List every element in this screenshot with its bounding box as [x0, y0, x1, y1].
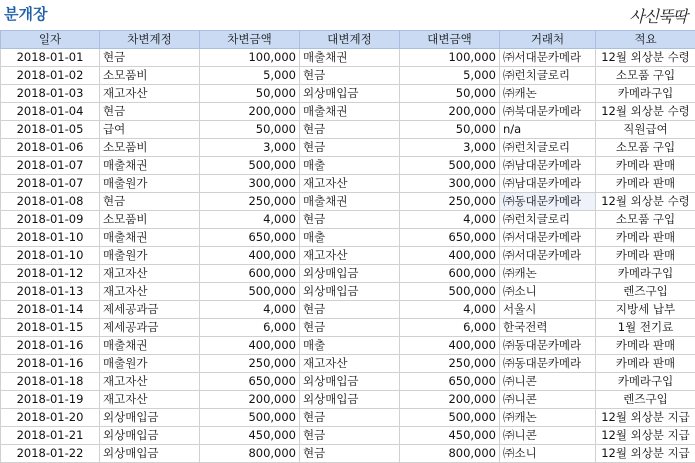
cell-debit-account[interactable]: 현금 — [100, 193, 200, 211]
cell-date[interactable]: 2018-01-03 — [1, 85, 100, 103]
cell-credit-amount[interactable]: 500,000 — [400, 157, 500, 175]
cell-vendor[interactable]: ㈜런치글로리 — [500, 67, 596, 85]
cell-memo[interactable]: 렌즈구입 — [596, 391, 695, 409]
cell-memo[interactable]: 카메라구입 — [596, 265, 695, 283]
cell-debit-account[interactable]: 소모품비 — [100, 211, 200, 229]
cell-debit-account[interactable]: 급여 — [100, 121, 200, 139]
column-header-credit-account[interactable]: 대변계정 — [300, 31, 400, 49]
table-row — [1, 139, 695, 157]
column-header-debit-account[interactable]: 차변계정 — [100, 31, 200, 49]
cell-memo[interactable]: 소모품 구입 — [596, 67, 695, 85]
cell-vendor[interactable]: ㈜소니 — [500, 445, 596, 463]
cell-vendor[interactable]: ㈜서대문카메라 — [500, 229, 596, 247]
cell-date[interactable]: 2018-01-08 — [1, 193, 100, 211]
cell-debit-amount[interactable]: 6,000 — [200, 319, 300, 337]
cell-credit-amount[interactable]: 500,000 — [400, 283, 500, 301]
cell-debit-account[interactable]: 외상매입금 — [100, 445, 200, 463]
cell-credit-account[interactable]: 현금 — [300, 409, 400, 427]
cell-debit-amount[interactable]: 600,000 — [200, 265, 300, 283]
cell-debit-amount[interactable]: 3,000 — [200, 139, 300, 157]
cell-debit-account[interactable]: 재고자산 — [100, 391, 200, 409]
cell-date[interactable]: 2018-01-14 — [1, 301, 100, 319]
table-row — [1, 157, 695, 175]
cell-credit-account[interactable]: 재고자산 — [300, 355, 400, 373]
cell-credit-account[interactable]: 현금 — [300, 445, 400, 463]
table-row — [1, 283, 695, 301]
table-row — [1, 247, 695, 265]
cell-vendor[interactable]: ㈜캐논 — [500, 265, 596, 283]
cell-credit-amount[interactable]: 300,000 — [400, 175, 500, 193]
cell-vendor[interactable]: ㈜동대문카메라 — [500, 193, 596, 211]
cell-debit-amount[interactable]: 200,000 — [200, 103, 300, 121]
cell-debit-amount[interactable]: 300,000 — [200, 175, 300, 193]
sheet-title-bar — [0, 0, 695, 30]
cell-memo[interactable]: 소모품 구입 — [596, 139, 695, 157]
cell-credit-account[interactable]: 현금 — [300, 427, 400, 445]
table-row — [1, 391, 695, 409]
cell-memo[interactable]: 카메라 판매 — [596, 247, 695, 265]
cell-credit-amount[interactable]: 400,000 — [400, 247, 500, 265]
journal-table — [0, 30, 695, 463]
cell-date[interactable]: 2018-01-05 — [1, 121, 100, 139]
cell-credit-amount[interactable]: 6,000 — [400, 319, 500, 337]
cell-memo[interactable]: 12월 외상분 지급 — [596, 445, 695, 463]
cell-date[interactable]: 2018-01-22 — [1, 445, 100, 463]
cell-debit-amount[interactable]: 500,000 — [200, 409, 300, 427]
cell-memo[interactable]: 카메라구입 — [596, 373, 695, 391]
cell-debit-amount[interactable]: 4,000 — [200, 301, 300, 319]
cell-memo[interactable]: 12월 외상분 지급 — [596, 409, 695, 427]
cell-debit-account[interactable]: 외상매입금 — [100, 409, 200, 427]
cell-memo[interactable]: 직원급여 — [596, 121, 695, 139]
cell-vendor[interactable]: ㈜니콘 — [500, 427, 596, 445]
table-row — [1, 175, 695, 193]
cell-date[interactable]: 2018-01-10 — [1, 229, 100, 247]
cell-credit-account[interactable]: 재고자산 — [300, 247, 400, 265]
cell-vendor[interactable]: ㈜남대문카메라 — [500, 175, 596, 193]
cell-date[interactable]: 2018-01-07 — [1, 157, 100, 175]
cell-debit-amount[interactable]: 5,000 — [200, 67, 300, 85]
cell-vendor[interactable]: ㈜소니 — [500, 283, 596, 301]
cell-debit-account[interactable]: 재고자산 — [100, 283, 200, 301]
cell-vendor[interactable]: ㈜런치글로리 — [500, 211, 596, 229]
cell-debit-amount[interactable]: 650,000 — [200, 373, 300, 391]
cell-debit-account[interactable]: 매출원가 — [100, 175, 200, 193]
cell-memo[interactable]: 1월 전기료 — [596, 319, 695, 337]
cell-date[interactable]: 2018-01-19 — [1, 391, 100, 409]
column-header-credit-amount[interactable]: 대변금액 — [400, 31, 500, 49]
cell-debit-amount[interactable]: 250,000 — [200, 355, 300, 373]
cell-vendor[interactable]: 서울시 — [500, 301, 596, 319]
cell-credit-amount[interactable]: 650,000 — [400, 373, 500, 391]
cell-credit-amount[interactable]: 650,000 — [400, 229, 500, 247]
cell-memo[interactable]: 카메라 판매 — [596, 175, 695, 193]
cell-debit-amount[interactable]: 800,000 — [200, 445, 300, 463]
cell-credit-account[interactable]: 외상매입금 — [300, 85, 400, 103]
cell-credit-account[interactable]: 외상매입금 — [300, 391, 400, 409]
cell-vendor[interactable]: ㈜남대문카메라 — [500, 157, 596, 175]
cell-credit-amount[interactable]: 250,000 — [400, 355, 500, 373]
cell-credit-amount[interactable]: 4,000 — [400, 301, 500, 319]
cell-memo[interactable]: 12월 외상분 지급 — [596, 427, 695, 445]
cell-credit-account[interactable]: 매출채권 — [300, 193, 400, 211]
cell-credit-account[interactable]: 현금 — [300, 121, 400, 139]
cell-memo[interactable]: 카메라 판매 — [596, 355, 695, 373]
cell-credit-account[interactable]: 외상매입금 — [300, 283, 400, 301]
cell-debit-amount[interactable]: 500,000 — [200, 157, 300, 175]
cell-memo[interactable]: 12월 외상분 수령 — [596, 49, 695, 67]
cell-credit-amount[interactable]: 500,000 — [400, 409, 500, 427]
column-header-debit-amount[interactable]: 차변금액 — [200, 31, 300, 49]
cell-credit-amount[interactable]: 400,000 — [400, 337, 500, 355]
cell-debit-amount[interactable]: 50,000 — [200, 85, 300, 103]
cell-credit-amount[interactable]: 50,000 — [400, 121, 500, 139]
table-row — [1, 67, 695, 85]
cell-memo[interactable]: 소모품 구입 — [596, 211, 695, 229]
table-row — [1, 49, 695, 67]
cell-vendor[interactable]: ㈜서대문카메라 — [500, 247, 596, 265]
cell-credit-account[interactable]: 매출 — [300, 229, 400, 247]
cell-debit-amount[interactable]: 200,000 — [200, 391, 300, 409]
table-row — [1, 319, 695, 337]
cell-date[interactable]: 2018-01-12 — [1, 265, 100, 283]
cell-vendor[interactable]: ㈜런치글로리 — [500, 139, 596, 157]
cell-debit-amount[interactable]: 450,000 — [200, 427, 300, 445]
sheet-title: 분개장 — [4, 3, 47, 24]
cell-date[interactable]: 2018-01-21 — [1, 427, 100, 445]
cell-credit-account[interactable]: 현금 — [300, 67, 400, 85]
cell-date[interactable]: 2018-01-15 — [1, 319, 100, 337]
table-row — [1, 193, 695, 211]
table-row — [1, 337, 695, 355]
cell-vendor[interactable]: ㈜니콘 — [500, 391, 596, 409]
cell-credit-amount[interactable]: 4,000 — [400, 211, 500, 229]
cell-date[interactable]: 2018-01-02 — [1, 67, 100, 85]
table-row — [1, 211, 695, 229]
cell-date[interactable]: 2018-01-04 — [1, 103, 100, 121]
cell-vendor[interactable]: ㈜캐논 — [500, 409, 596, 427]
cell-debit-account[interactable]: 제세공과금 — [100, 301, 200, 319]
table-row — [1, 265, 695, 283]
cell-debit-amount[interactable]: 500,000 — [200, 283, 300, 301]
table-row — [1, 229, 695, 247]
cell-memo[interactable]: 카메라 판매 — [596, 229, 695, 247]
cell-debit-account[interactable]: 현금 — [100, 49, 200, 67]
cell-credit-account[interactable]: 현금 — [300, 211, 400, 229]
cell-date[interactable]: 2018-01-10 — [1, 247, 100, 265]
cell-credit-account[interactable]: 현금 — [300, 139, 400, 157]
cell-date[interactable]: 2018-01-06 — [1, 139, 100, 157]
cell-credit-amount[interactable]: 800,000 — [400, 445, 500, 463]
cell-debit-account[interactable]: 매출채권 — [100, 229, 200, 247]
table-row — [1, 355, 695, 373]
cell-debit-amount[interactable]: 250,000 — [200, 193, 300, 211]
cell-credit-amount[interactable]: 600,000 — [400, 265, 500, 283]
cell-memo[interactable]: 12월 외상분 수령 — [596, 103, 695, 121]
cell-vendor[interactable]: ㈜북대문카메라 — [500, 103, 596, 121]
cell-date[interactable]: 2018-01-16 — [1, 355, 100, 373]
cell-date[interactable]: 2018-01-09 — [1, 211, 100, 229]
cell-date[interactable]: 2018-01-16 — [1, 337, 100, 355]
cell-vendor[interactable]: ㈜서대문카메라 — [500, 49, 596, 67]
column-header-date[interactable]: 일자 — [1, 31, 100, 49]
cell-debit-account[interactable]: 제세공과금 — [100, 319, 200, 337]
journal-table-body — [1, 49, 695, 463]
cell-vendor[interactable]: 한국전력 — [500, 319, 596, 337]
cell-debit-amount[interactable]: 650,000 — [200, 229, 300, 247]
cell-date[interactable]: 2018-01-01 — [1, 49, 100, 67]
cell-credit-amount[interactable]: 450,000 — [400, 427, 500, 445]
column-header-vendor[interactable]: 거래처 — [500, 31, 596, 49]
cell-credit-amount[interactable]: 200,000 — [400, 103, 500, 121]
table-row — [1, 373, 695, 391]
cell-memo[interactable]: 카메라구입 — [596, 85, 695, 103]
cell-date[interactable]: 2018-01-20 — [1, 409, 100, 427]
table-row — [1, 85, 695, 103]
signature-watermark: 사신뚝딱 — [629, 4, 687, 27]
table-row — [1, 409, 695, 427]
cell-date[interactable]: 2018-01-18 — [1, 373, 100, 391]
cell-date[interactable]: 2018-01-07 — [1, 175, 100, 193]
cell-debit-amount[interactable]: 4,000 — [200, 211, 300, 229]
cell-vendor[interactable]: ㈜동대문카메라 — [500, 337, 596, 355]
cell-credit-account[interactable]: 현금 — [300, 319, 400, 337]
cell-date[interactable]: 2018-01-13 — [1, 283, 100, 301]
cell-credit-account[interactable]: 재고자산 — [300, 175, 400, 193]
cell-debit-account[interactable]: 매출원가 — [100, 247, 200, 265]
cell-credit-account[interactable]: 외상매입금 — [300, 265, 400, 283]
cell-credit-amount[interactable]: 3,000 — [400, 139, 500, 157]
cell-credit-amount[interactable]: 50,000 — [400, 85, 500, 103]
cell-debit-account[interactable]: 매출원가 — [100, 355, 200, 373]
cell-vendor[interactable]: n/a — [500, 121, 596, 139]
cell-debit-account[interactable]: 재고자산 — [100, 265, 200, 283]
cell-debit-account[interactable]: 소모품비 — [100, 139, 200, 157]
cell-credit-account[interactable]: 매출 — [300, 157, 400, 175]
table-row — [1, 445, 695, 463]
header-row — [1, 31, 695, 49]
cell-vendor[interactable]: ㈜캐논 — [500, 85, 596, 103]
cell-debit-account[interactable]: 외상매입금 — [100, 427, 200, 445]
cell-debit-amount[interactable]: 400,000 — [200, 337, 300, 355]
cell-debit-account[interactable]: 현금 — [100, 103, 200, 121]
cell-memo[interactable]: 12월 외상분 수령 — [596, 193, 695, 211]
cell-credit-amount[interactable]: 5,000 — [400, 67, 500, 85]
cell-vendor[interactable]: ㈜니콘 — [500, 373, 596, 391]
cell-debit-amount[interactable]: 50,000 — [200, 121, 300, 139]
cell-credit-account[interactable]: 매출채권 — [300, 103, 400, 121]
table-row — [1, 301, 695, 319]
cell-memo[interactable]: 카메라 판매 — [596, 157, 695, 175]
cell-debit-account[interactable]: 소모품비 — [100, 67, 200, 85]
cell-memo[interactable]: 렌즈구입 — [596, 283, 695, 301]
cell-credit-amount[interactable]: 200,000 — [400, 391, 500, 409]
cell-debit-amount[interactable]: 100,000 — [200, 49, 300, 67]
table-row — [1, 121, 695, 139]
column-header-memo[interactable]: 적요 — [596, 31, 695, 49]
cell-memo[interactable]: 지방세 납부 — [596, 301, 695, 319]
cell-debit-account[interactable]: 매출채권 — [100, 157, 200, 175]
cell-debit-amount[interactable]: 400,000 — [200, 247, 300, 265]
cell-credit-amount[interactable]: 250,000 — [400, 193, 500, 211]
cell-debit-account[interactable]: 재고자산 — [100, 373, 200, 391]
cell-credit-amount[interactable]: 100,000 — [400, 49, 500, 67]
cell-debit-account[interactable]: 재고자산 — [100, 85, 200, 103]
table-row — [1, 103, 695, 121]
cell-credit-account[interactable]: 외상매입금 — [300, 373, 400, 391]
cell-memo[interactable]: 카메라 판매 — [596, 337, 695, 355]
cell-vendor[interactable]: ㈜동대문카메라 — [500, 355, 596, 373]
cell-credit-account[interactable]: 매출채권 — [300, 49, 400, 67]
cell-credit-account[interactable]: 매출 — [300, 337, 400, 355]
cell-credit-account[interactable]: 현금 — [300, 301, 400, 319]
cell-debit-account[interactable]: 매출채권 — [100, 337, 200, 355]
